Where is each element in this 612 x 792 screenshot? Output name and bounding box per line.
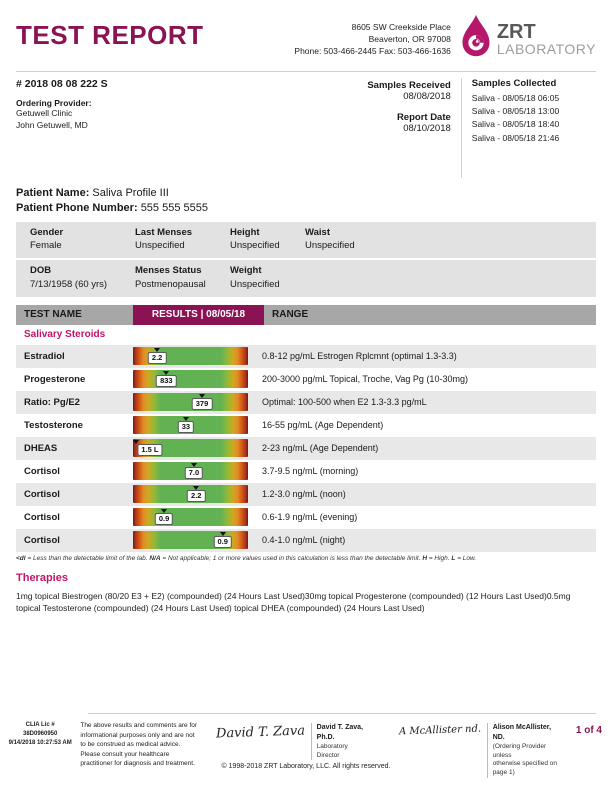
- lab-address: [294, 22, 450, 58]
- clinic-name: Getuwell Clinic: [16, 108, 73, 118]
- lab-director-block: [311, 723, 369, 760]
- provider-name: John Getuwell, MD: [16, 119, 88, 130]
- result-gauge-bar: [133, 531, 248, 549]
- droplet-icon: [459, 14, 493, 63]
- field-value: Female: [30, 239, 62, 251]
- logo-laboratory-label: LABORATORY: [496, 40, 596, 57]
- result-cell: [125, 393, 256, 411]
- patient-panel-row: [16, 222, 596, 259]
- result-value: 833: [156, 375, 177, 387]
- address-line1: 8605 SW Creekside Place: [351, 22, 451, 32]
- patient-phone: 555 555 5555: [140, 201, 208, 214]
- patient-details-panel: [16, 222, 596, 297]
- table-row: [16, 391, 596, 414]
- report-footer: [0, 719, 612, 778]
- lab-director-title: Laboratory Director: [316, 742, 348, 759]
- table-rows: [16, 345, 596, 552]
- results-table: [16, 305, 596, 552]
- col-results: RESULTS | 08/05/18: [133, 305, 264, 325]
- disclaimer-text: The above results and comments are for informational purposes only and are not to be construed as medical advice. Please consult your healthcare practitioner for diagnosis and treatment.: [80, 722, 198, 768]
- result-value: 379: [192, 398, 213, 410]
- field-value: Unspecified: [135, 239, 185, 251]
- test-name: Cortisol: [24, 534, 60, 546]
- field-value: 7/13/1958 (60 yrs): [30, 278, 108, 290]
- field-label: Weight: [230, 265, 262, 277]
- provider-sig-title1: (Ordering Provider unless: [492, 742, 547, 759]
- test-name: Testosterone: [24, 419, 83, 431]
- patient-field-dob: [30, 264, 135, 291]
- zrt-logo: [459, 14, 596, 63]
- report-header: [0, 0, 612, 63]
- section-salivary-steroids: Salivary Steroids: [24, 329, 106, 341]
- order-number: # 2018 08 08 222 S: [16, 78, 108, 90]
- range-text: 16-55 pg/mL (Age Dependent): [262, 420, 384, 431]
- samples-collected-label: Samples Collected: [471, 78, 557, 89]
- logo-zrt-label: ZRT: [496, 20, 536, 43]
- table-row: [16, 460, 596, 483]
- test-name: Estradiol: [24, 350, 65, 362]
- table-row: [16, 529, 596, 552]
- field-label: Height: [230, 226, 260, 238]
- col-test-name: TEST NAME: [16, 305, 133, 325]
- result-value: 33: [178, 421, 194, 433]
- samples-collected-block: [461, 78, 596, 178]
- test-name: Cortisol: [24, 488, 60, 500]
- test-name: Cortisol: [24, 465, 60, 477]
- patient-field-menses-status: [135, 264, 230, 291]
- address-line2: Beaverton, OR 97008: [368, 33, 451, 44]
- range-text: 0.6-1.9 ng/mL (evening): [262, 512, 358, 523]
- patient-name-line: [16, 186, 596, 201]
- result-gauge-bar: [133, 393, 248, 411]
- provider-signature: A McAllister nd.: [398, 723, 481, 738]
- provider-sig-title2: otherwise specified on page 1): [492, 760, 558, 777]
- samples-collected-list: [472, 92, 596, 145]
- range-text: 0.4-1.0 ng/mL (night): [262, 535, 346, 546]
- table-row: [16, 437, 596, 460]
- page-title: TEST REPORT: [16, 20, 204, 50]
- result-gauge-bar: [133, 462, 248, 480]
- field-value: Postmenopausal: [135, 278, 206, 290]
- address-line3: Phone: 503-466-2445 Fax: 503-466-1636: [294, 45, 451, 56]
- field-value: Unspecified: [230, 239, 280, 251]
- range-text: 2-23 ng/mL (Age Dependent): [262, 443, 379, 454]
- footnote-term: L: [451, 554, 456, 562]
- therapies-heading: Therapies: [16, 571, 68, 584]
- sample-collected-line: Saliva - 08/05/18 18:40: [471, 119, 560, 130]
- result-value: 7.0: [185, 467, 203, 479]
- provider-block: [487, 723, 562, 778]
- range-text: 0.8-12 pg/mL Estrogen Rplcmnt (optimal 1.3-3.3): [262, 351, 457, 362]
- result-cell: [125, 439, 256, 457]
- result-value: 2.2: [148, 352, 166, 364]
- result-cell: [125, 485, 256, 503]
- logo-text: [497, 22, 596, 56]
- result-value: 0.9: [155, 513, 173, 525]
- range-text: 200-3000 pg/mL Topical, Troche, Vag Pg (10-30mg): [262, 374, 468, 385]
- patient-field-weight: [230, 264, 305, 291]
- table-row: [16, 506, 596, 529]
- patient-field-waist: [305, 226, 596, 253]
- test-name: Progesterone: [24, 373, 86, 385]
- sample-collected-line: Saliva - 08/05/18 13:00: [471, 106, 560, 117]
- result-gauge-bar: [133, 439, 248, 457]
- patient-panel-row: [16, 260, 596, 297]
- table-header: [16, 305, 596, 325]
- dates-block: [293, 78, 461, 178]
- result-value: 2.2: [187, 490, 205, 502]
- footnote-term: H: [422, 554, 428, 562]
- result-cell: [125, 370, 256, 388]
- result-gauge-bar: [133, 508, 248, 526]
- result-value: 1.5 L: [137, 444, 162, 456]
- table-row: [16, 483, 596, 506]
- provider-sig-name: Alison McAllister, ND.: [492, 724, 552, 742]
- range-text: 3.7-9.5 ng/mL (morning): [262, 466, 359, 477]
- patient-phone-line: [16, 201, 596, 216]
- therapies-section: [0, 562, 612, 615]
- samples-received-label: Samples Received: [367, 80, 451, 91]
- table-footnote: <dl = Less than the detectable limit of the lab. N/A = Not applicable; 1 or more values used in this calculation is less than the detectable limit. H = High. L = Low.: [16, 554, 477, 562]
- field-label: Waist: [305, 226, 330, 238]
- patient-field-gender: [30, 226, 135, 253]
- result-gauge-bar: [133, 416, 248, 434]
- lab-director-name: David T. Zava, Ph.D.: [316, 724, 363, 742]
- sample-collected-line: Saliva - 08/05/18 21:46: [471, 132, 560, 143]
- lab-director-signature: David T. Zava: [215, 723, 305, 742]
- field-label: Gender: [30, 226, 64, 238]
- patient-name: Saliva Profile III: [92, 187, 169, 199]
- copyright-text: © 1998-2018 ZRT Laboratory, LLC. All rights reserved.: [221, 763, 391, 771]
- samples-received-date: 08/08/2018: [403, 91, 451, 102]
- ordering-provider-label: Ordering Provider:: [16, 98, 92, 108]
- patient-section: [0, 178, 612, 216]
- result-value: 0.9: [213, 536, 231, 548]
- table-row: [16, 414, 596, 437]
- report-date-label: Report Date: [396, 112, 451, 123]
- report-date: 08/10/2018: [403, 123, 451, 134]
- patient-field-last-menses: [135, 226, 230, 253]
- table-row: [16, 368, 596, 391]
- patient-field-height: [230, 226, 305, 253]
- test-name: Cortisol: [24, 511, 60, 523]
- result-cell: [125, 462, 256, 480]
- clia-license: CLIA Lic # 38D0960950: [22, 722, 58, 738]
- page-number: 1 of 4: [575, 725, 602, 737]
- result-cell: [125, 508, 256, 526]
- therapies-text: 1mg topical Biestrogen (80/20 E3 + E2) (compounded) (24 Hours Last Used)30mg topical Progesterone (compounded) (12 Hours Last Used)0.5mg topical Testosterone (compounded) (24 Hours Last Used) topical DHEA (compounded) (24 Hours Last Used): [16, 590, 571, 614]
- field-label: Last Menses: [135, 226, 193, 238]
- table-row: [16, 345, 596, 368]
- field-label: DOB: [30, 265, 52, 277]
- col-range: RANGE: [264, 305, 596, 325]
- result-cell: [125, 347, 256, 365]
- field-label: Menses Status: [135, 265, 202, 277]
- patient-name-label: Patient Name:: [16, 187, 90, 199]
- footnote-term: <dl: [16, 554, 26, 562]
- result-gauge-bar: [133, 370, 248, 388]
- print-timestamp: 9/14/2018 10:27:53 AM: [8, 740, 72, 747]
- footer-divider: [88, 713, 596, 714]
- result-cell: [125, 531, 256, 549]
- field-value: Unspecified: [230, 278, 280, 290]
- field-value: Unspecified: [305, 239, 355, 251]
- result-cell: [125, 416, 256, 434]
- order-left-block: [16, 78, 293, 178]
- footnote-term: N/A: [149, 554, 161, 562]
- test-name: Ratio: Pg/E2: [24, 396, 80, 408]
- result-gauge-bar: [133, 485, 248, 503]
- result-gauge-bar: [133, 347, 248, 365]
- test-name: DHEAS: [24, 442, 58, 454]
- sample-collected-line: Saliva - 08/05/18 06:05: [471, 93, 560, 103]
- order-info-section: [0, 72, 612, 178]
- clia-block: [8, 721, 72, 748]
- patient-phone-label: Patient Phone Number:: [16, 201, 138, 214]
- range-text: 1.2-3.0 ng/mL (noon): [262, 489, 346, 500]
- range-text: Optimal: 100-500 when E2 1.3-3.3 pg/mL: [262, 397, 427, 408]
